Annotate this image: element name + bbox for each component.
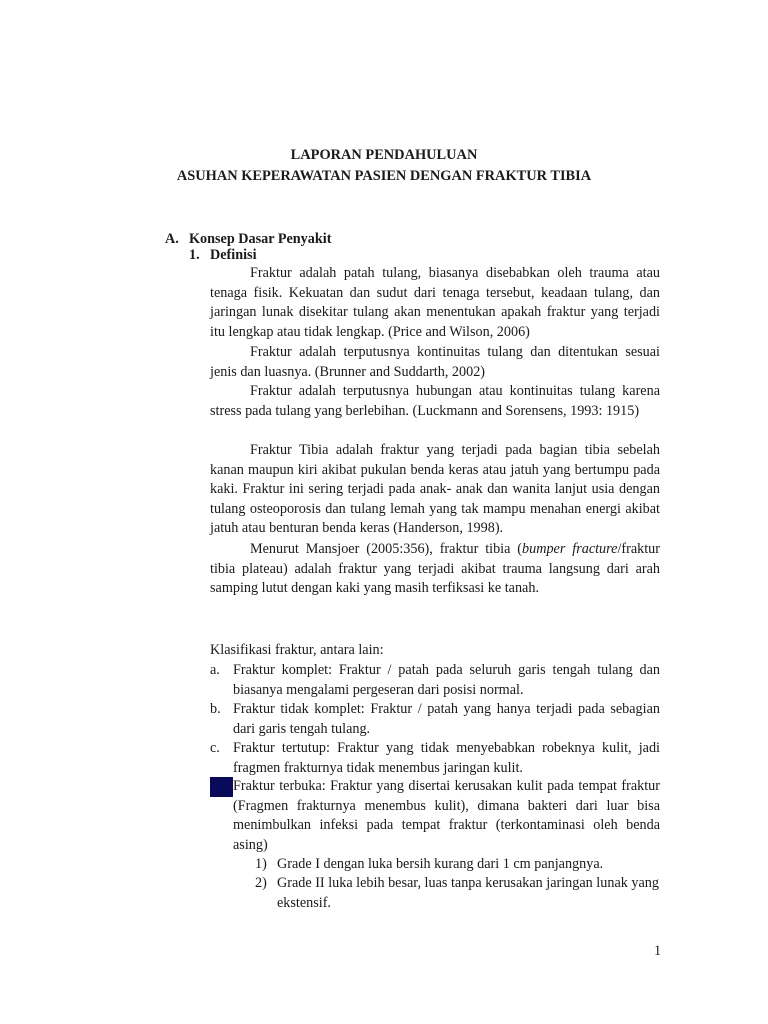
section-a-heading: Konsep Dasar Penyakit (189, 231, 332, 247)
paragraph-definition-1: Fraktur adalah patah tulang, biasanya disebabkan oleh trauma atau tenaga fisik. Kekuatan dan sudut dari tenaga tersebut, keadaan tulang, dan jaringan lunak disekitar tulang akan menentukan apakah fraktur yang terjadi itu lengkap atau tidak lengkap. (Price and Wilson, 2006) (210, 265, 660, 340)
classification-item (210, 700, 660, 739)
classification-subitem-text: Grade I dengan luka bersih kurang dari 1 cm panjangnya. (277, 856, 604, 872)
classification-subitem-marker: 2) (255, 875, 267, 891)
document-title-line1: LAPORAN PENDAHULUAN (290, 147, 478, 163)
paragraph-definition-5 (210, 540, 660, 599)
classification-item (210, 739, 660, 778)
classification-item-text: Fraktur terbuka: Fraktur yang disertai kerusakan kulit pada tempat fraktur (Fragmen frakturnya menembus kulit), dimana bakteri dari luar bisa menimbulkan infeksi pada tempat fraktur (terkontaminasi oleh benda asing) (233, 778, 660, 853)
paragraph-5-italic-term: bumper fracture (522, 541, 618, 557)
classification-subitem-text: Grade II luka lebih besar, luas tanpa kerusakan jaringan lunak yang ekstensif. (277, 875, 659, 911)
classification-item-text: Fraktur tidak komplet: Fraktur / patah yang hanya terjadi pada sebagian dari garis tengah tulang. (233, 701, 660, 737)
paragraph-definition-3: Fraktur adalah terputusnya hubungan atau kontinuitas tulang karena stress pada tulang yang berlebihan. (Luckmann and Sorensens, 1993: 1915) (210, 383, 660, 419)
classification-item-marker: a. (210, 662, 220, 678)
classification-item (210, 661, 660, 700)
classification-item-marker-highlighted: d. (210, 777, 233, 797)
classification-item-marker: b. (210, 701, 221, 717)
subsection-1-heading: Definisi (210, 247, 257, 263)
classification-item (210, 777, 660, 855)
paragraph-5-text-end: /fraktur tibia plateau) adalah fraktur yang terjadi akibat trauma langsung dari arah samping lutut dengan kaki yang masih terfiksasi ke tanah. (210, 541, 660, 597)
paragraph-definition-2: Fraktur adalah terputusnya kontinuitas tulang dan ditentukan sesuai jenis dan luasnya. (Brunner and Suddarth, 2002) (210, 344, 660, 380)
classification-intro: Klasifikasi fraktur, antara lain: (210, 642, 384, 658)
classification-subitem-marker: 1) (255, 856, 267, 872)
section-a-marker: A. (165, 231, 179, 247)
subsection-1-marker: 1. (189, 247, 200, 263)
page-number: 1 (654, 943, 662, 959)
paragraph-definition-4: Fraktur Tibia adalah fraktur yang terjadi pada bagian tibia sebelah kanan maupun kiri akibat pukulan benda keras atau jatuh yang bertumpu pada kaki. Fraktur ini sering terjadi pada anak- anak dan wanita lanjut usia dengan tulang osteoporosis dan tulang lemah yang tak mampu menahan energi akibat jatuh atau benturan benda keras (Handerson, 1998). (210, 442, 660, 537)
classification-subitem (255, 874, 660, 913)
classification-item-text: Fraktur tertutup: Fraktur yang tidak menyebabkan robeknya kulit, jadi fragmen frakturnya tidak menembus jaringan kulit. (233, 740, 660, 776)
paragraph-5-text-start: Menurut Mansjoer (2005:356), fraktur tibia ( (250, 541, 523, 557)
document-title-line2: ASUHAN KEPERAWATAN PASIEN DENGAN FRAKTUR TIBIA (176, 168, 592, 184)
classification-subitem (255, 855, 660, 875)
classification-item-marker: c. (210, 740, 220, 756)
classification-item-text: Fraktur komplet: Fraktur / patah pada seluruh garis tengah tulang dan biasanya mengalami pergeseran dari posisi normal. (233, 662, 660, 698)
